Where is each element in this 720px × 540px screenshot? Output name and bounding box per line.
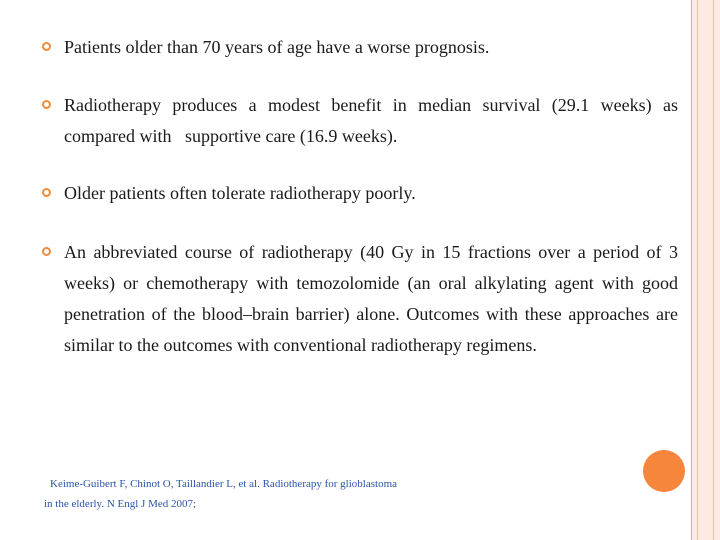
citation: [44, 474, 544, 514]
citation-line: in the elderly. N Engl J Med 2007;: [44, 498, 197, 510]
citation-line: Keime-Guibert F, Chinot O, Taillandier L, et al. Radiotherapy for glioblastoma: [50, 478, 398, 490]
bullet-ring-icon: [42, 247, 51, 256]
bullet-ring-icon: [42, 188, 51, 197]
bullet-item: [42, 90, 683, 152]
bullet-item: [42, 178, 678, 209]
bullet-text: Older patients often tolerate radiotherapy poorly.: [64, 183, 416, 203]
decorative-band-line: [691, 0, 692, 540]
bullet-text: An abbreviated course of radiotherapy (40 Gy in 15 fractions over a period of 3 weeks) or chemotherapy with temozolomide (an oral alkylating agent with good penetration of the blood–brain barrier) alone. Outcomes with these approaches are similar to the outcomes with conventional radiotherapy regimens.: [64, 242, 678, 355]
bullet-ring-icon: [42, 100, 51, 109]
bullet-text: Radiotherapy produces a modest benefit in median survival (29.1 weeks) as compared with supportive care (16.9 weeks).: [64, 95, 683, 146]
bullet-list: [42, 32, 683, 361]
decorative-band-line: [713, 0, 714, 540]
bullet-text: Patients older than 70 years of age have a worse prognosis.: [64, 37, 490, 57]
bullet-item: [42, 32, 678, 63]
bullet-item: [42, 237, 678, 361]
bullet-ring-icon: [42, 42, 51, 51]
decorative-orange-circle: [643, 450, 685, 492]
decorative-band-line: [697, 0, 698, 540]
